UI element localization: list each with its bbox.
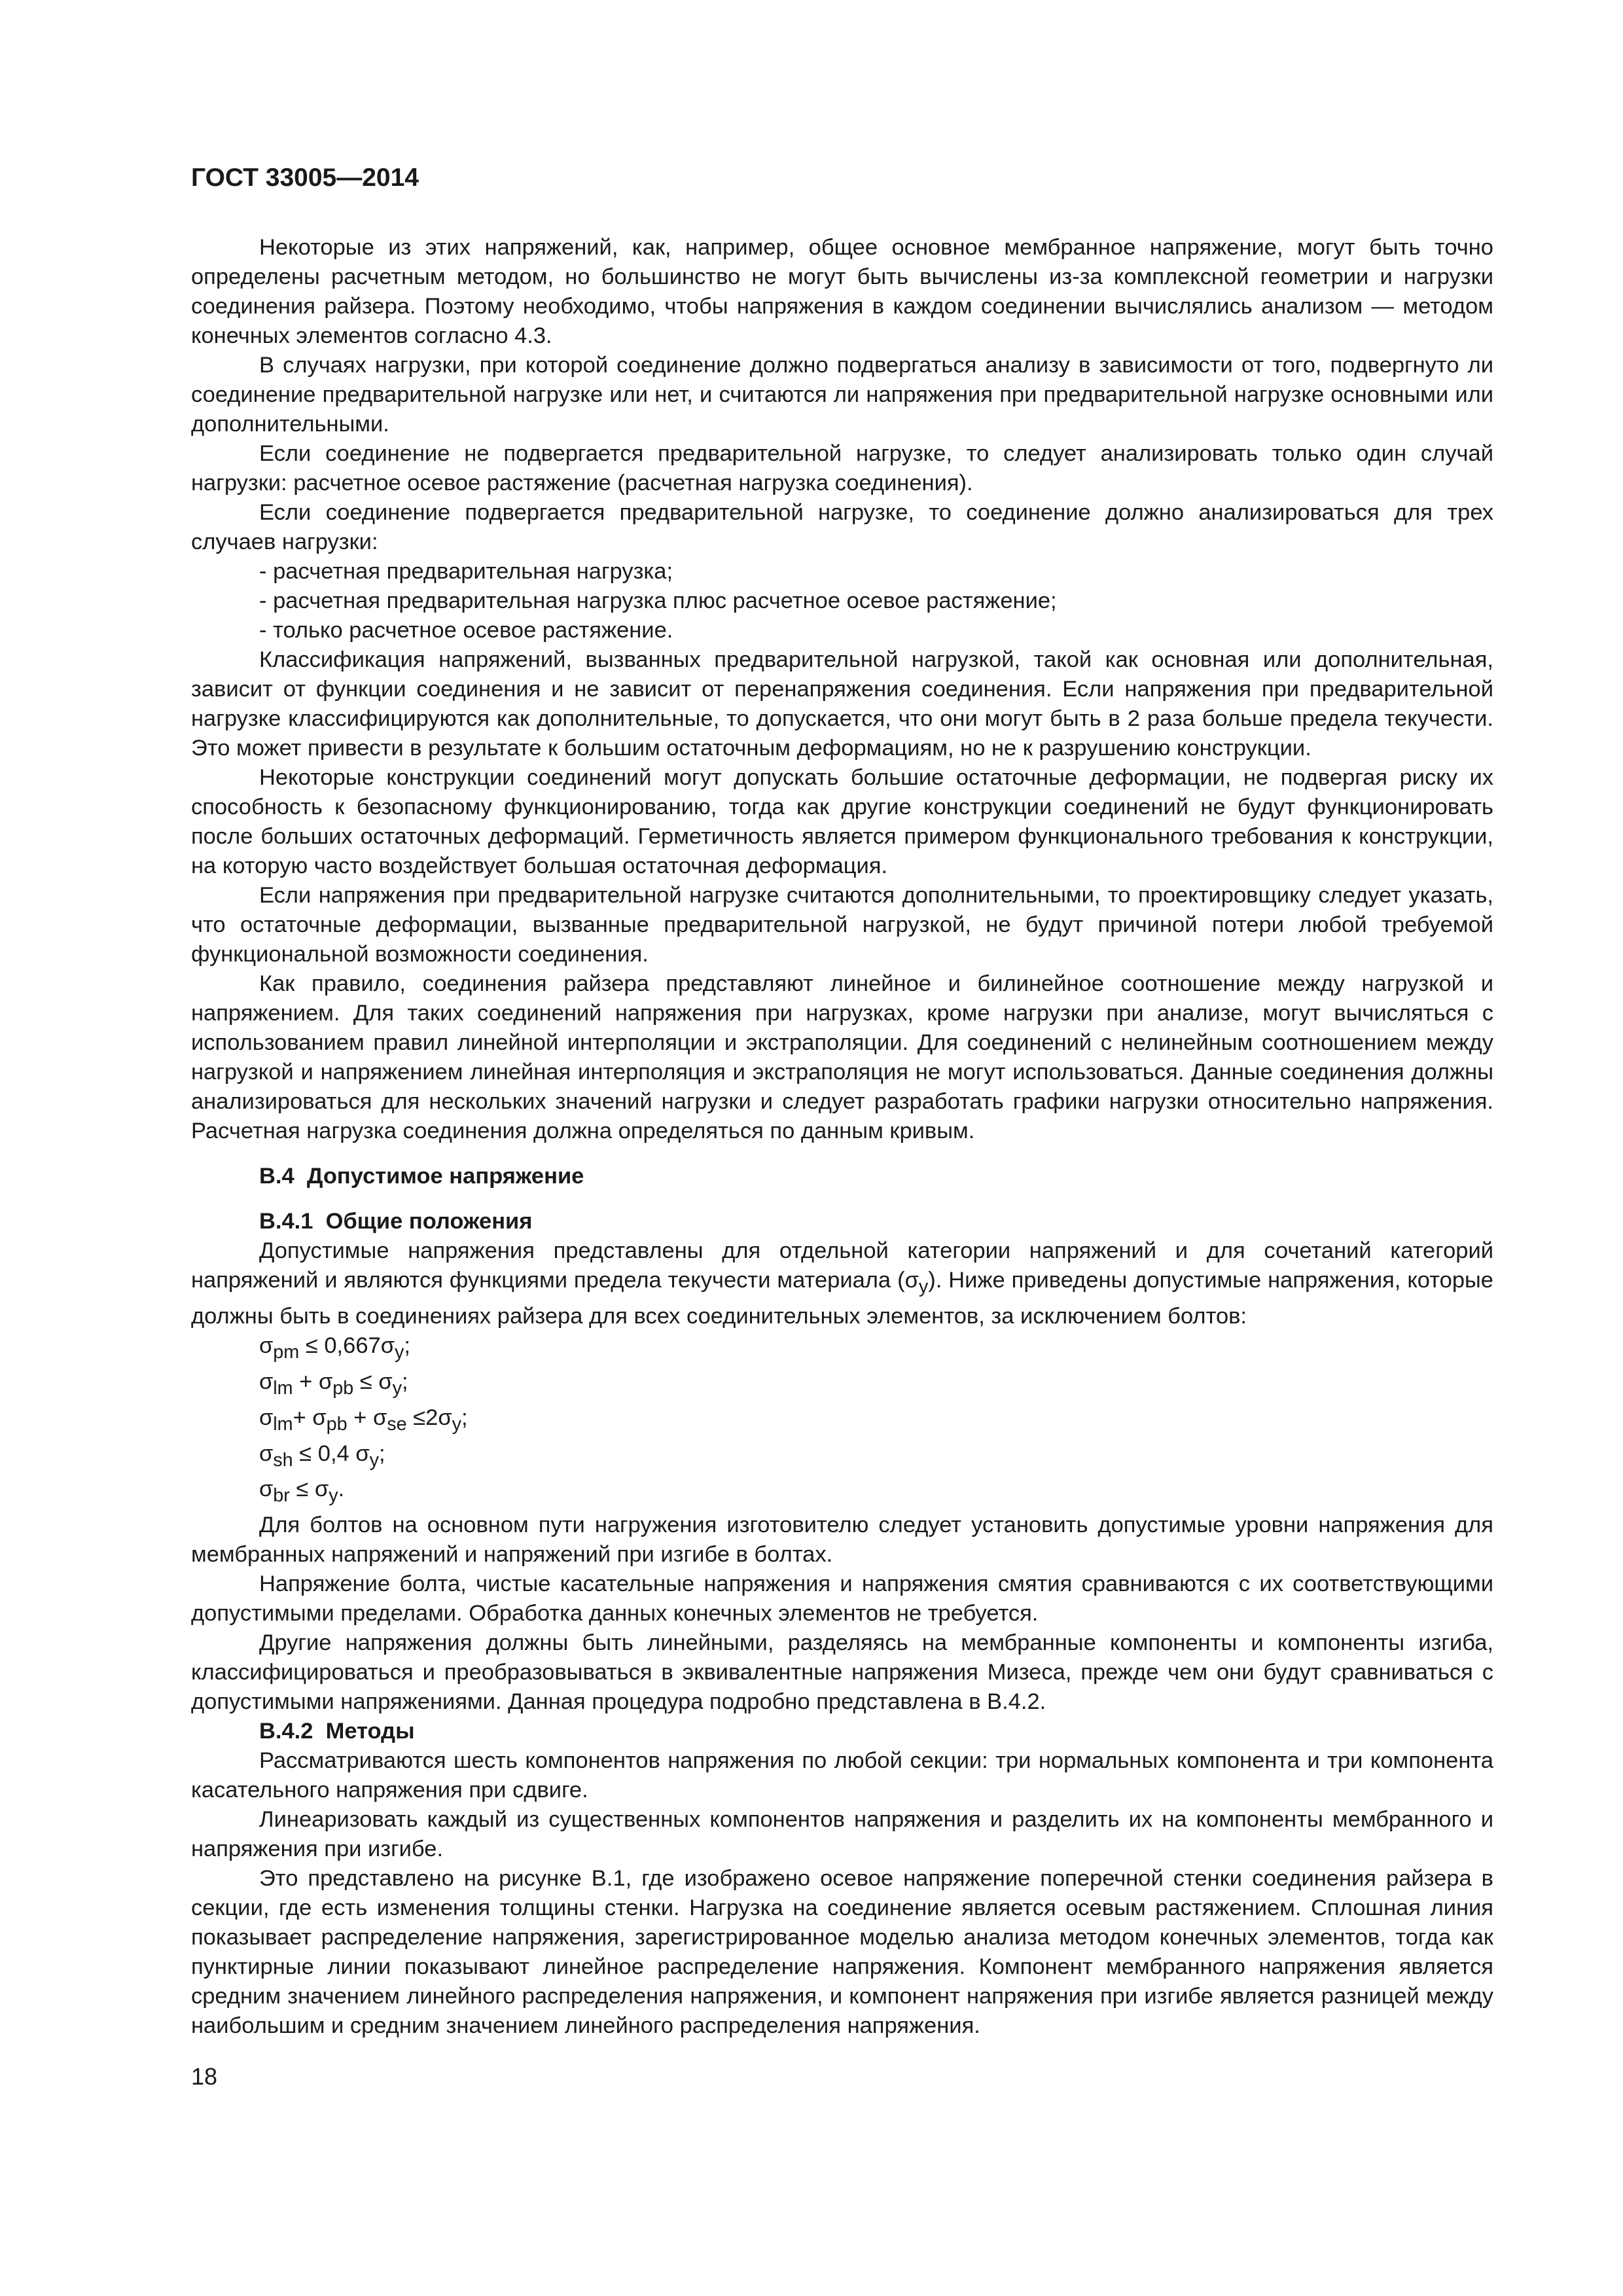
relation: ≤: [289, 1477, 315, 1502]
paragraph: Это представлено на рисунке В.1, где изображено осевое напряжение поперечной стенки соединения райзера в секции, где есть изменения толщины стенки. Нагрузка на соединение является осевым растяжением. Сплошная линия показывает распределение напряжения, зарегистрированное моделью анализа методом конечных элементов, тогда как пунктирные линии показывают линейное распределение напряжения. Компонент мембранного напряжения является средним значением линейного распределения напряжения, и компонент напряжения при изгибе является разницей между наибольшим и средним значением линейного распределения напряжения.: [191, 1866, 1493, 2039]
section-title: Допустимое напряжение: [306, 1164, 584, 1189]
subscript: y: [369, 1449, 379, 1471]
sigma-symbol: σ: [355, 1441, 370, 1466]
relation: ≤2: [406, 1405, 438, 1430]
section-heading-b4: [259, 1162, 1493, 1191]
sigma-symbol: σ: [312, 1405, 327, 1430]
sigma-symbol: σ: [259, 1477, 274, 1502]
sigma-symbol: σ: [259, 1333, 274, 1358]
document-code: ГОСТ 33005—2014: [191, 164, 419, 192]
operator: +: [293, 1369, 319, 1394]
paragraph: Если напряжения при предварительной нагрузке считаются дополнительными, то проектировщику следует указать, что остаточные деформации, вызванные предварительной нагрузкой, не будут причиной потери любой требуемой функциональной возможности соединения.: [191, 883, 1493, 967]
sigma-symbol: σ: [259, 1405, 274, 1430]
page-number: 18: [191, 2063, 218, 2090]
paragraph: Напряжение болта, чистые касательные напряжения и напряжения смятия сравниваются с их соответствующими допустимыми пределами. Обработка данных конечных элементов не требуется.: [191, 1571, 1493, 1626]
paragraph: Если соединение подвергается предварительной нагрузке, то соединение должно анализироваться для трех случаев нагрузки:: [191, 500, 1493, 554]
list-item: - только расчетное осевое растяжение.: [259, 618, 673, 643]
punctuation: ;: [379, 1441, 385, 1466]
section-title: Общие положения: [325, 1209, 533, 1234]
punctuation: ;: [402, 1369, 408, 1394]
section-number: В.4: [259, 1164, 294, 1189]
formula: [259, 1367, 1493, 1403]
subscript: pb: [326, 1413, 348, 1435]
subscript: pb: [332, 1377, 354, 1399]
punctuation: ;: [404, 1333, 410, 1358]
sigma-symbol: σ: [378, 1369, 393, 1394]
operator: +: [293, 1405, 313, 1430]
formula: [259, 1439, 1493, 1475]
subscript: y: [392, 1377, 402, 1399]
subscript: lm: [273, 1413, 293, 1435]
subscript: pm: [273, 1341, 300, 1363]
subscript: se: [387, 1413, 407, 1435]
paragraph: Линеаризовать каждый из существенных компонентов напряжения и разделить их на компоненты мембранного и напряжения при изгибе.: [191, 1807, 1493, 1862]
paragraph-b41-intro: [191, 1236, 1493, 1331]
sigma-symbol: σ: [372, 1405, 387, 1430]
relation: ≤ 0,667: [299, 1333, 381, 1358]
paragraph: Классификация напряжений, вызванных предварительной нагрузкой, такой как основная или дополнительная, зависит от функции соединения и не зависит от перенапряжения соединения. Если напряжения при предварительной нагрузке классифицируются как дополнительные, то допускается, что они могут быть в 2 раза больше предела текучести. Это может привести в результате к большим остаточным деформациям, но не к разрушению конструкции.: [191, 647, 1493, 761]
section-title: Методы: [325, 1719, 415, 1744]
punctuation: .: [338, 1477, 345, 1502]
paragraph: В случаях нагрузки, при которой соединение должно подвергаться анализу в зависимости от того, подвергнуто ли соединение предварительной нагрузке или нет, и считаются ли напряжения при предварительной нагрузке основными или дополнительными.: [191, 353, 1493, 437]
subscript: br: [273, 1485, 290, 1507]
text: ). Ниже приведены допустимые напряжения, которые должны быть в соединениях райзера для всех соединительных элементов, за исключением болтов:: [191, 1268, 1493, 1329]
section-number: В.4.2: [259, 1719, 313, 1744]
subscript: y: [452, 1413, 462, 1435]
subscript: y: [395, 1341, 404, 1363]
operator: +: [347, 1405, 373, 1430]
sigma-symbol: σ: [380, 1333, 395, 1358]
sigma-symbol: σ: [904, 1268, 919, 1293]
formula: [259, 1475, 1493, 1511]
section-heading-b42: [259, 1717, 1493, 1746]
subscript: sh: [273, 1449, 293, 1471]
sigma-symbol: σ: [438, 1405, 452, 1430]
subscript: lm: [273, 1377, 293, 1399]
paragraph: Если соединение не подвергается предварительной нагрузке, то следует анализировать только один случай нагрузки: расчетное осевое растяжение (расчетная нагрузка соединения).: [191, 441, 1493, 495]
paragraph: Как правило, соединения райзера представляют линейное и билинейное соотношение между нагрузкой и напряжением. Для таких соединений напряжения при нагрузках, кроме нагрузки при анализе, могут вычисляться с использованием правил линейной интерполяции и экстраполяции. Для соединений с нелинейным соотношением между нагрузкой и напряжением линейная интерполяция и экстраполяция не могут использоваться. Данные соединения должны анализироваться для нескольких значений нагрузки и следует разработать графики нагрузки относительно напряжения. Расчетная нагрузка соединения должна определяться по данным кривым.: [191, 971, 1493, 1143]
punctuation: ;: [461, 1405, 468, 1430]
formula: [259, 1403, 1493, 1439]
sigma-symbol: σ: [318, 1369, 333, 1394]
list-item: - расчетная предварительная нагрузка плюс расчетное осевое растяжение;: [259, 588, 1057, 613]
sigma-symbol: σ: [314, 1477, 329, 1502]
document-page: [191, 162, 1493, 2041]
formula: [259, 1331, 1493, 1367]
sigma-symbol: σ: [259, 1369, 274, 1394]
paragraph: Некоторые конструкции соединений могут допускать большие остаточные деформации, не подвергая риску их способность к безопасному функционированию, тогда как другие конструкции соединений не будут функционировать после больших остаточных деформаций. Герметичность является примером функционального требования к конструкции, на которую часто воздействует большая остаточная деформация.: [191, 765, 1493, 878]
sigma-symbol: σ: [259, 1441, 274, 1466]
section-heading-b41: [259, 1207, 1493, 1236]
subscript: y: [329, 1485, 338, 1507]
paragraph: Некоторые из этих напряжений, как, например, общее основное мембранное напряжение, могут быть точно определены расчетным методом, но большинство не могут быть вычислены из-за комплексной геометрии и нагрузки соединения райзера. Поэтому необходимо, чтобы напряжения в каждом соединении вычислялись анализом — методом конечных элементов согласно 4.3.: [191, 235, 1493, 348]
section-number: В.4.1: [259, 1209, 313, 1234]
text: Допустимые напряжения представлены для отдельной категории напряжений и для сочетаний категорий напряжений и являются функциями предела текучести материала (: [191, 1238, 1493, 1293]
list-item: - расчетная предварительная нагрузка;: [259, 559, 673, 584]
subscript: y: [918, 1276, 929, 1297]
paragraph: Другие напряжения должны быть линейными, разделяясь на мембранные компоненты и компоненты изгиба, классифицироваться и преобразовываться в эквивалентные напряжения Мизеса, прежде чем они будут сравниваться с допустимыми напряжениями. Данная процедура подробно представлена в В.4.2.: [191, 1630, 1493, 1715]
paragraph: Для болтов на основном пути нагружения изготовителю следует установить допустимые уровни напряжения для мембранных напряжений и напряжений при изгибе в болтах.: [191, 1513, 1493, 1568]
paragraph: Рассматриваются шесть компонентов напряжения по любой секции: три нормальных компонента и три компонента касательного напряжения при сдвиге.: [191, 1748, 1493, 1803]
relation: ≤ 0,4: [293, 1441, 356, 1466]
relation: ≤: [353, 1369, 379, 1394]
